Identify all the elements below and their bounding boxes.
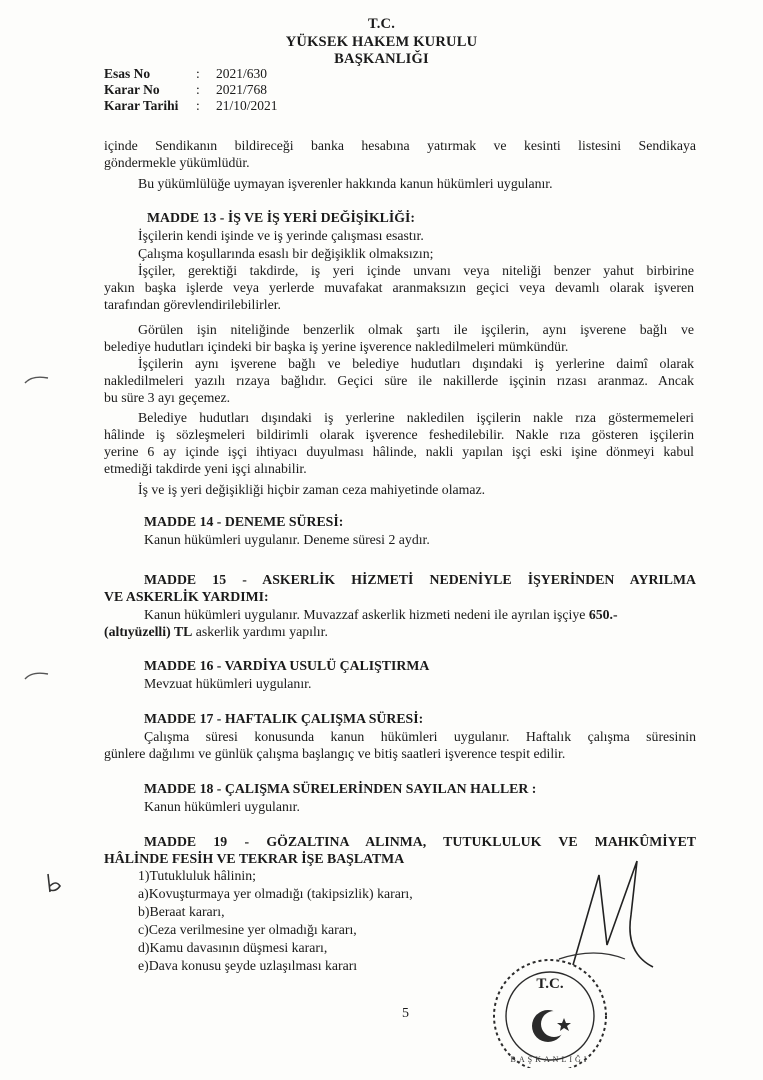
signature <box>555 855 665 975</box>
meta-key: Karar No <box>104 82 160 97</box>
article-16-line: Mevzuat hükümleri uygulanır. <box>144 676 312 691</box>
article-17-line: Çalışma süresi konusunda kanun hükümleri uygulanır. Haftalık çalışma süresinin <box>144 729 696 744</box>
article-15-text: askerlik yardımı yapılır. <box>192 624 328 639</box>
article-13-line: tarafından görevlendirilebilirler. <box>104 297 281 312</box>
article-13-line: İşçilerin kendi işinde ve iş yerinde çalışması esastır. <box>138 228 424 243</box>
article-14-title: MADDE 14 - DENEME SÜRESİ: <box>144 514 344 529</box>
article-13-title: MADDE 13 - İŞ VE İŞ YERİ DEĞİŞİKLİĞİ: <box>147 210 415 225</box>
article-13-line: İş ve iş yeri değişikliği hiçbir zaman ceza mahiyetinde olamaz. <box>138 482 486 497</box>
article-19-item: 1)Tutukluluk hâlinin; <box>138 868 256 883</box>
article-19-title: MADDE 19 - GÖZALTINA ALINMA, TUTUKLULUK VE MAHKÛMİYET <box>144 834 696 849</box>
official-seal <box>490 958 610 1068</box>
meta-karar: Karar No : 2021/768 <box>104 82 268 97</box>
meta-value: 2021/768 <box>216 82 268 97</box>
seal-tc-text: T.C. <box>536 976 564 992</box>
meta-key: Esas No <box>104 66 151 81</box>
meta-karar-tarihi: Karar Tarihi : 21/10/2021 <box>104 98 278 113</box>
article-13-line: Görülen işin niteliğinde benzerlik olmak şartı ile işçilerin, aynı işverene bağlı ve <box>138 322 694 337</box>
margin-mark <box>22 668 52 682</box>
article-13-line: hâlinde iş sözleşmeleri bildirimli olarak işverence feshedilebilir. Nakle rıza gösteren işçilerin <box>104 427 694 442</box>
article-13-line: Çalışma koşullarında esaslı bir değişiklik olmaksızın; <box>138 246 434 261</box>
header-institution: YÜKSEK HAKEM KURULU <box>285 34 478 50</box>
article-13-line: yakın başka işlerde veya yerlerde muvafakat aranmaksızın geçici veya devamlı olarak işveren <box>104 280 694 295</box>
intro-line: göndermekle yükümlüdür. <box>104 155 250 170</box>
article-13-line: belediye hudutları içindeki bir başka iş yerine işverence nakledilmeleri mümkündür. <box>104 339 569 354</box>
article-16-title: MADDE 16 - VARDİYA USULÜ ÇALIŞTIRMA <box>144 658 430 673</box>
intro-line: içinde Sendikanın bildireceği banka hesabına yatırmak ve kesinti listesini Sendikaya <box>104 138 696 153</box>
article-13-line: Belediye hudutları dışındaki iş yerlerine nakledilen işçilerin nakle rıza göstermemeleri <box>138 410 694 425</box>
article-15-line <box>144 607 618 623</box>
intro-line: Bu yükümlülüğe uymayan işverenler hakkında kanun hükümleri uygulanır. <box>138 176 553 191</box>
article-17-title: MADDE 17 - HAFTALIK ÇALIŞMA SÜRESİ: <box>144 711 424 726</box>
seal-ring-text: BAŞKANLIĞI <box>510 1055 590 1064</box>
article-13-line: nakledilmeleri yazılı rızaya bağlıdır. Geçici süre ile nakillerde işçinin rızası aranmaz. Ancak <box>104 373 694 388</box>
article-15-title: MADDE 15 - ASKERLİK HİZMETİ NEDENİYLE İŞYERİNDEN AYRILMA <box>144 572 696 587</box>
margin-mark <box>22 372 52 386</box>
meta-value: 2021/630 <box>216 66 268 81</box>
article-19-item: b)Beraat kararı, <box>138 904 225 919</box>
article-17-line: günlere dağılımı ve günlük çalışma başlangıç ve bitiş saatleri işverence tespit edilir. <box>104 746 566 761</box>
article-18-line: Kanun hükümleri uygulanır. <box>144 799 300 814</box>
article-15-amount-words: (altıyüzelli) TL <box>104 624 193 639</box>
page-number: 5 <box>402 1006 409 1021</box>
article-19-item: d)Kamu davasının düşmesi kararı, <box>138 940 328 955</box>
header-tc: T.C. <box>367 16 396 32</box>
meta-esas: Esas No : 2021/630 <box>104 66 268 81</box>
article-19-item: c)Ceza verilmesine yer olmadığı kararı, <box>138 922 357 937</box>
article-15-title-cont: VE ASKERLİK YARDIMI: <box>104 589 269 604</box>
article-19-item: e)Dava konusu şeyde uzlaşılması kararı <box>138 958 358 973</box>
article-15-line <box>104 624 328 640</box>
meta-key: Karar Tarihi <box>104 98 179 113</box>
article-19-title-cont: HÂLİNDE FESİH VE TEKRAR İŞE BAŞLATMA <box>104 851 405 866</box>
article-19-item: a)Kovuşturmaya yer olmadığı (takipsizlik) kararı, <box>138 886 413 901</box>
article-15-amount: 650.- <box>588 607 618 622</box>
article-13-line: İşçilerin aynı işverene bağlı ve belediye hudutları dışındaki iş yerlerine daimî olarak <box>138 356 694 371</box>
article-15-text: Kanun hükümleri uygulanır. Muvazzaf askerlik hizmeti nedeni ile ayrılan işçiye <box>144 607 586 622</box>
article-13-line: yerine 6 ay içinde işçi ihtiyacı duyulması hâlinde, nakli yapılan işçi eski işine dönmeyi kabul <box>104 444 694 459</box>
article-13-line: etmediği takdirde yeni işçi alınabilir. <box>104 461 307 476</box>
article-14-line: Kanun hükümleri uygulanır. Deneme süresi 2 aydır. <box>144 532 430 547</box>
margin-initial-mark <box>42 872 66 896</box>
article-13-line: bu süre 3 ayı geçemez. <box>104 390 231 405</box>
meta-value: 21/10/2021 <box>216 98 278 113</box>
article-13-line: İşçiler, gerektiği takdirde, iş yeri içinde unvanı veya niteliği benzer yahut birbirine <box>138 263 694 278</box>
header-department: BAŞKANLIĞI <box>334 51 429 67</box>
article-18-title: MADDE 18 - ÇALIŞMA SÜRELERİNDEN SAYILAN HALLER : <box>144 781 537 796</box>
